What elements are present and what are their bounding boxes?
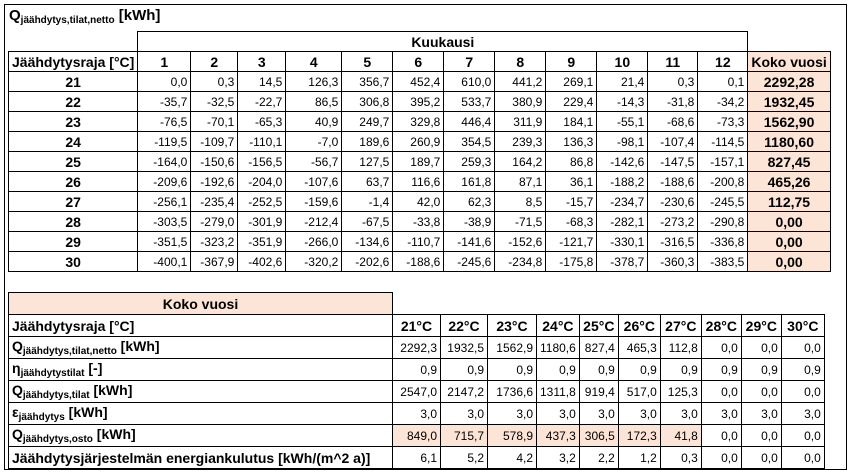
monthly-value-cell: -234,7 — [597, 192, 648, 212]
month-header: 6 — [393, 52, 444, 72]
monthly-value-cell: -134,6 — [342, 232, 393, 252]
summary-value-cell: 0,9 — [781, 359, 824, 381]
annual-total-cell: 2292,28 — [748, 72, 830, 92]
summary-value-cell: 5,2 — [441, 447, 488, 469]
monthly-value-cell: -336,8 — [698, 232, 748, 252]
limit-header: 25°C — [579, 315, 618, 337]
monthly-value-cell: -188,2 — [597, 172, 648, 192]
monthly-value-cell: 126,3 — [286, 72, 342, 92]
monthly-value-cell: -119,5 — [138, 132, 191, 152]
monthly-value-cell: -245,5 — [698, 192, 748, 212]
annual-total-cell: 1932,45 — [748, 92, 830, 112]
summary-value-cell: 3,0 — [537, 403, 580, 425]
monthly-value-cell: 0,3 — [648, 72, 698, 92]
month-header: 8 — [495, 52, 546, 72]
quantity-unit: [kWh] — [64, 404, 108, 420]
month-header: 3 — [238, 52, 286, 72]
monthly-value-cell: 63,7 — [342, 172, 393, 192]
limit-header: 27°C — [660, 315, 701, 337]
row-header-label: Jäähdytysraja [°C] — [9, 52, 138, 72]
table-row — [9, 132, 831, 152]
monthly-value-cell: -245,6 — [444, 252, 495, 272]
annual-total-cell: 0,00 — [748, 232, 830, 252]
quantity-label — [9, 425, 393, 447]
header-blank-cell — [393, 293, 825, 315]
monthly-value-cell: 0,3 — [191, 72, 238, 92]
table-row — [9, 152, 831, 172]
quantity-subscript: jäähdytys,osto — [22, 434, 93, 445]
limit-header: 30°C — [781, 315, 824, 337]
monthly-value-cell: -383,5 — [698, 252, 748, 272]
monthly-value-cell: -202,6 — [342, 252, 393, 272]
month-header: 5 — [342, 52, 393, 72]
limit-header: 29°C — [741, 315, 781, 337]
quantity-symbol: Q — [12, 382, 23, 398]
annual-total-cell: 827,45 — [748, 152, 830, 172]
monthly-value-cell: -212,4 — [286, 212, 342, 232]
monthly-value-cell: 380,9 — [495, 92, 546, 112]
monthly-value-cell: 249,7 — [342, 112, 393, 132]
header-row-months — [9, 52, 831, 72]
cooling-limit-cell: 28 — [9, 212, 138, 232]
month-group-header: Kuukausi — [138, 32, 748, 52]
monthly-value-cell: -121,7 — [546, 232, 597, 252]
monthly-value-cell: -38,9 — [444, 212, 495, 232]
annual-total-cell: 1562,90 — [748, 112, 830, 132]
monthly-value-cell: -252,5 — [238, 192, 286, 212]
monthly-value-cell: 127,5 — [342, 152, 393, 172]
summary-value-cell: 0,9 — [660, 359, 701, 381]
monthly-value-cell: 40,9 — [286, 112, 342, 132]
quantity-symbol: Q — [12, 426, 23, 442]
quantity-unit: [kWh] — [116, 338, 160, 354]
monthly-value-cell: 354,5 — [444, 132, 495, 152]
month-header: 1 — [138, 52, 191, 72]
monthly-value-cell: -200,8 — [698, 172, 748, 192]
monthly-value-cell: 311,9 — [495, 112, 546, 132]
monthly-value-cell: -234,8 — [495, 252, 546, 272]
monthly-value-cell: -175,8 — [546, 252, 597, 272]
monthly-value-cell: -378,7 — [597, 252, 648, 272]
summary-value-cell: 517,0 — [618, 381, 660, 403]
summary-value-cell: 2147,2 — [441, 381, 488, 403]
table-row — [9, 425, 825, 447]
monthly-value-cell: -56,7 — [286, 152, 342, 172]
monthly-value-cell: 0,1 — [698, 72, 748, 92]
cooling-limit-cell: 21 — [9, 72, 138, 92]
monthly-value-cell: -107,4 — [648, 132, 698, 152]
limit-header: 22°C — [441, 315, 488, 337]
quantity-label — [9, 403, 393, 425]
monthly-value-cell: 86,5 — [286, 92, 342, 112]
monthly-value-cell: -164,0 — [138, 152, 191, 172]
table-row — [9, 172, 831, 192]
monthly-value-cell: -7,0 — [286, 132, 342, 152]
monthly-value-cell: -34,2 — [698, 92, 748, 112]
summary-value-cell: 1311,8 — [537, 381, 580, 403]
cooling-limit-cell: 29 — [9, 232, 138, 252]
quantity-label — [9, 447, 393, 469]
summary-value-cell: 4,2 — [488, 447, 537, 469]
monthly-value-cell: 136,3 — [546, 132, 597, 152]
monthly-value-cell: 14,5 — [238, 72, 286, 92]
monthly-value-cell: -73,3 — [698, 112, 748, 132]
monthly-value-cell: -110,7 — [393, 232, 444, 252]
monthly-value-cell: 87,1 — [495, 172, 546, 192]
table-row — [9, 212, 831, 232]
cooling-limit-cell: 26 — [9, 172, 138, 192]
summary-value-cell: 0,0 — [741, 447, 781, 469]
month-header: 7 — [444, 52, 495, 72]
summary-value-cell: 3,2 — [537, 447, 580, 469]
header-blank-cell — [748, 32, 830, 52]
monthly-value-cell: -15,7 — [546, 192, 597, 212]
monthly-value-cell: -76,5 — [138, 112, 191, 132]
monthly-value-cell: 441,2 — [495, 72, 546, 92]
monthly-value-cell: 161,8 — [444, 172, 495, 192]
monthly-value-cell: -273,2 — [648, 212, 698, 232]
monthly-value-cell: 329,8 — [393, 112, 444, 132]
table-row — [9, 337, 825, 359]
monthly-value-cell: -402,6 — [238, 252, 286, 272]
monthly-value-cell: -152,6 — [495, 232, 546, 252]
cooling-limit-cell: 27 — [9, 192, 138, 212]
sheet-title — [9, 7, 160, 26]
monthly-value-cell: -188,6 — [648, 172, 698, 192]
monthly-value-cell: 395,2 — [393, 92, 444, 112]
title-subscript: jäähdytys,tilat,netto — [20, 15, 115, 26]
monthly-value-cell: -209,6 — [138, 172, 191, 192]
summary-value-cell: 3,0 — [660, 403, 701, 425]
summary-title: Koko vuosi — [9, 293, 393, 315]
quantity-symbol: ε — [12, 404, 19, 420]
monthly-value-cell: -192,6 — [191, 172, 238, 192]
monthly-value-cell: -1,4 — [342, 192, 393, 212]
summary-value-cell: 3,0 — [781, 403, 824, 425]
limit-header: 26°C — [618, 315, 660, 337]
monthly-value-cell: 259,3 — [444, 152, 495, 172]
monthly-value-cell: 269,1 — [546, 72, 597, 92]
table-row — [9, 252, 831, 272]
monthly-value-cell: 260,9 — [393, 132, 444, 152]
monthly-value-cell: -323,2 — [191, 232, 238, 252]
cooling-limit-cell: 22 — [9, 92, 138, 112]
monthly-value-cell: -303,5 — [138, 212, 191, 232]
quantity-label — [9, 359, 393, 381]
monthly-value-cell: -35,7 — [138, 92, 191, 112]
summary-value-cell: 172,3 — [618, 425, 660, 447]
summary-value-cell: 0,0 — [701, 447, 741, 469]
monthly-value-cell: -360,3 — [648, 252, 698, 272]
monthly-value-cell: -230,6 — [648, 192, 698, 212]
monthly-value-cell: -290,8 — [698, 212, 748, 232]
monthly-value-cell: 21,4 — [597, 72, 648, 92]
monthly-value-cell: -68,6 — [648, 112, 698, 132]
summary-value-cell: 827,4 — [579, 337, 618, 359]
monthly-value-cell: -68,3 — [546, 212, 597, 232]
summary-value-cell: 0,0 — [701, 337, 741, 359]
monthly-value-cell: -147,5 — [648, 152, 698, 172]
cooling-limit-cell: 30 — [9, 252, 138, 272]
summary-value-cell: 0,9 — [618, 359, 660, 381]
monthly-value-cell: -156,5 — [238, 152, 286, 172]
monthly-value-cell: -279,0 — [191, 212, 238, 232]
summary-value-cell: 715,7 — [441, 425, 488, 447]
limit-label: Jäähdytysraja [°C] — [9, 315, 393, 337]
month-header: 2 — [191, 52, 238, 72]
quantity-subscript: jäähdytys,tilat — [22, 390, 90, 401]
summary-value-cell: 1180,6 — [537, 337, 580, 359]
summary-value-cell: 0,9 — [537, 359, 580, 381]
summary-value-cell: 437,3 — [537, 425, 580, 447]
quantity-unit: [kWh] — [89, 382, 133, 398]
monthly-value-cell: -71,5 — [495, 212, 546, 232]
monthly-value-cell: 116,6 — [393, 172, 444, 192]
header-row-group — [9, 32, 831, 52]
month-header: 12 — [698, 52, 748, 72]
summary-value-cell: 2,2 — [579, 447, 618, 469]
monthly-value-cell: 189,6 — [342, 132, 393, 152]
summary-value-cell: 1562,9 — [488, 337, 537, 359]
monthly-value-cell: 0,0 — [138, 72, 191, 92]
summary-value-cell: 0,3 — [660, 447, 701, 469]
table-row — [9, 447, 825, 469]
summary-value-cell: 125,3 — [660, 381, 701, 403]
annual-total-cell: 112,75 — [748, 192, 830, 212]
title-unit: [kWh] — [114, 7, 161, 24]
summary-value-cell: 0,9 — [441, 359, 488, 381]
summary-value-cell: 2292,3 — [393, 337, 441, 359]
table-row — [9, 403, 825, 425]
summary-value-cell: 465,3 — [618, 337, 660, 359]
monthly-value-cell: -110,1 — [238, 132, 286, 152]
monthly-value-cell: 86,8 — [546, 152, 597, 172]
table-row — [9, 112, 831, 132]
monthly-value-cell: -31,8 — [648, 92, 698, 112]
summary-value-cell: 6,1 — [393, 447, 441, 469]
monthly-value-cell: -316,5 — [648, 232, 698, 252]
monthly-value-cell: -22,7 — [238, 92, 286, 112]
summary-value-cell: 112,8 — [660, 337, 701, 359]
summary-value-cell: 3,0 — [618, 403, 660, 425]
summary-value-cell: 919,4 — [579, 381, 618, 403]
quantity-subscript: jäähdytys,tilat,netto — [22, 346, 117, 357]
table-row — [9, 359, 825, 381]
summary-limit-row — [9, 315, 825, 337]
monthly-value-cell: -70,1 — [191, 112, 238, 132]
table-row — [9, 232, 831, 252]
monthly-value-cell: -14,3 — [597, 92, 648, 112]
table-row — [9, 381, 825, 403]
header-blank-cell — [9, 32, 138, 52]
quantity-label — [9, 337, 393, 359]
quantity-symbol: Q — [12, 338, 23, 354]
cooling-limit-cell: 23 — [9, 112, 138, 132]
summary-value-cell: 306,5 — [579, 425, 618, 447]
annual-total-cell: 465,26 — [748, 172, 830, 192]
cooling-limit-cell: 24 — [9, 132, 138, 152]
monthly-value-cell: -351,5 — [138, 232, 191, 252]
summary-value-cell: 0,9 — [393, 359, 441, 381]
monthly-value-cell: 164,2 — [495, 152, 546, 172]
quantity-unit: [-] — [84, 360, 103, 376]
monthly-value-cell: -367,9 — [191, 252, 238, 272]
monthly-table — [8, 31, 831, 272]
summary-value-cell: 0,0 — [781, 447, 824, 469]
monthly-value-cell: -65,3 — [238, 112, 286, 132]
monthly-value-cell: -32,5 — [191, 92, 238, 112]
summary-value-cell: 3,0 — [701, 403, 741, 425]
summary-value-cell: 0,0 — [781, 337, 824, 359]
summary-value-cell: 0,9 — [741, 359, 781, 381]
summary-value-cell: 0,0 — [701, 381, 741, 403]
monthly-value-cell: -114,5 — [698, 132, 748, 152]
month-header: 11 — [648, 52, 698, 72]
monthly-value-cell: -67,5 — [342, 212, 393, 232]
monthly-value-cell: -141,6 — [444, 232, 495, 252]
monthly-value-cell: -204,0 — [238, 172, 286, 192]
summary-value-cell: 0,0 — [741, 381, 781, 403]
summary-value-cell: 3,0 — [393, 403, 441, 425]
monthly-value-cell: -150,6 — [191, 152, 238, 172]
monthly-value-cell: 239,3 — [495, 132, 546, 152]
summary-value-cell: 578,9 — [488, 425, 537, 447]
monthly-value-cell: -256,1 — [138, 192, 191, 212]
summary-value-cell: 1932,5 — [441, 337, 488, 359]
monthly-value-cell: 62,3 — [444, 192, 495, 212]
summary-value-cell: 0,9 — [488, 359, 537, 381]
month-header: 10 — [597, 52, 648, 72]
monthly-value-cell: -351,9 — [238, 232, 286, 252]
limit-header: 24°C — [537, 315, 580, 337]
title-symbol: Q — [9, 7, 21, 24]
summary-value-cell: 0,9 — [701, 359, 741, 381]
monthly-value-cell: 229,4 — [546, 92, 597, 112]
monthly-value-cell: 610,0 — [444, 72, 495, 92]
quantity-unit: [kWh] — [92, 426, 136, 442]
monthly-value-cell: -400,1 — [138, 252, 191, 272]
quantity-subscript: jäähdytys — [18, 412, 65, 423]
annual-total-header: Koko vuosi — [748, 52, 830, 72]
monthly-value-cell: -188,6 — [393, 252, 444, 272]
annual-total-cell: 0,00 — [748, 212, 830, 232]
quantity-symbol: η — [12, 360, 21, 376]
monthly-value-cell: 356,7 — [342, 72, 393, 92]
monthly-value-cell: -157,1 — [698, 152, 748, 172]
table-row — [9, 72, 831, 92]
summary-value-cell: 0,9 — [579, 359, 618, 381]
monthly-value-cell: -235,4 — [191, 192, 238, 212]
summary-value-cell: 1736,6 — [488, 381, 537, 403]
monthly-value-cell: -266,0 — [286, 232, 342, 252]
monthly-value-cell: 184,1 — [546, 112, 597, 132]
summary-value-cell: 3,0 — [441, 403, 488, 425]
summary-value-cell: 0,0 — [701, 425, 741, 447]
summary-value-cell: 41,8 — [660, 425, 701, 447]
monthly-value-cell: 189,7 — [393, 152, 444, 172]
limit-header: 23°C — [488, 315, 537, 337]
table-row — [9, 92, 831, 112]
monthly-value-cell: -320,2 — [286, 252, 342, 272]
monthly-value-cell: -330,1 — [597, 232, 648, 252]
monthly-value-cell: 306,8 — [342, 92, 393, 112]
monthly-value-cell: -142,6 — [597, 152, 648, 172]
month-header: 9 — [546, 52, 597, 72]
summary-value-cell: 0,0 — [781, 425, 824, 447]
summary-value-cell: 3,0 — [579, 403, 618, 425]
limit-header: 28°C — [701, 315, 741, 337]
monthly-value-cell: -282,1 — [597, 212, 648, 232]
monthly-value-cell: -301,9 — [238, 212, 286, 232]
monthly-value-cell: 8,5 — [495, 192, 546, 212]
monthly-value-cell: 36,1 — [546, 172, 597, 192]
summary-value-cell: 0,0 — [741, 337, 781, 359]
summary-value-cell: 3,0 — [488, 403, 537, 425]
quantity-subscript: jäähdytystilat — [20, 368, 85, 379]
month-header: 4 — [286, 52, 342, 72]
monthly-value-cell: 533,7 — [444, 92, 495, 112]
monthly-value-cell: -159,6 — [286, 192, 342, 212]
summary-value-cell: 1,2 — [618, 447, 660, 469]
summary-title-row — [9, 293, 825, 315]
quantity-label — [9, 381, 393, 403]
cooling-limit-cell: 25 — [9, 152, 138, 172]
quantity-symbol: Jäähdytysjärjestelmän energiankulutus [kWh/(m^2 a)] — [12, 449, 371, 466]
monthly-value-cell: -33,8 — [393, 212, 444, 232]
summary-value-cell: 3,0 — [741, 403, 781, 425]
summary-value-cell: 849,0 — [393, 425, 441, 447]
annual-total-cell: 0,00 — [748, 252, 830, 272]
monthly-value-cell: -107,6 — [286, 172, 342, 192]
monthly-value-cell: -98,1 — [597, 132, 648, 152]
annual-total-cell: 1180,60 — [748, 132, 830, 152]
limit-header: 21°C — [393, 315, 441, 337]
monthly-value-cell: -109,7 — [191, 132, 238, 152]
monthly-value-cell: -55,1 — [597, 112, 648, 132]
summary-value-cell: 2547,0 — [393, 381, 441, 403]
monthly-value-cell: 452,4 — [393, 72, 444, 92]
monthly-value-cell: 42,0 — [393, 192, 444, 212]
monthly-value-cell: 446,4 — [444, 112, 495, 132]
summary-value-cell: 0,0 — [781, 381, 824, 403]
table-row — [9, 192, 831, 212]
summary-value-cell: 0,0 — [741, 425, 781, 447]
annual-summary-table — [8, 292, 825, 469]
